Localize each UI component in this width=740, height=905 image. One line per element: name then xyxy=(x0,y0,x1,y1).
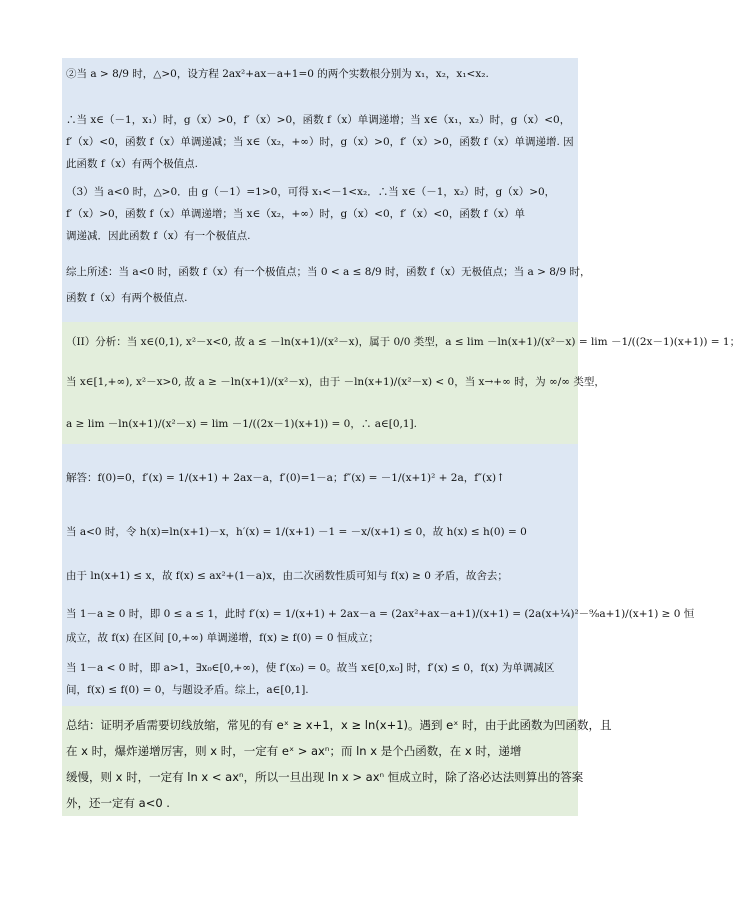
text-line: 当 1－a ≥ 0 时，即 0 ≤ a ≤ 1，此时 f′(x) = 1/(x+1) + 2ax－a = (2ax²+ax－a+1)/(x+1) = (2a(x+¼)²－⁹⁄₈a+1)/(x+1) ≥ 0 恒 xyxy=(66,608,695,620)
text-line: 解答：f(0)=0，f′(x) = 1/(x+1) + 2ax－a，f′(0)=1－a；f″(x) = －1/(x+1)² + 2a，f″(x)↑ xyxy=(66,472,505,484)
summary-line: 总结：证明矛盾需要切线放缩，常见的有 eˣ ≥ x+1，x ≥ ln(x+1)。遇到 eˣ 时，由于此函数为凹函数，且 xyxy=(66,718,612,732)
text-line: （3）当 a<0 时，△>0．由 g（－1）=1>0，可得 x₁<－1<x₂．∴当 x∈（－1，x₂）时，g（x）>0， xyxy=(66,186,556,198)
text-line: （II）分析：当 x∈(0,1), x²－x<0, 故 a ≤ －ln(x+1)/(x²－x)，属于 0/0 类型，a ≤ lim －ln(x+1)/(x²－x) = lim －1/((2x－1)(x+1)) = 1； xyxy=(66,336,740,348)
text-line: 成立，故 f(x) 在区间 [0,+∞) 单调递增，f(x) ≥ f(0) = 0 恒成立； xyxy=(66,632,379,644)
text-line: 间，f(x) ≤ f(0) = 0，与题设矛盾。综上，a∈[0,1]. xyxy=(66,684,309,696)
text-line: ∴当 x∈（－1，x₁）时，g（x）>0，f′（x）>0，函数 f（x）单调递增；当 x∈（x₁，x₂）时，g（x）<0， xyxy=(66,114,571,126)
text-line: f′（x）>0，函数 f（x）单调递增；当 x∈（x₂，+∞）时，g（x）<0，f′（x）<0，函数 f（x）单 xyxy=(66,208,525,220)
text-line: 综上所述：当 a<0 时，函数 f（x）有一个极值点；当 0 < a ≤ 8/9 时，函数 f（x）无极值点；当 a > 8/9 时， xyxy=(66,266,591,278)
text-line: 当 x∈[1,+∞), x²－x>0, 故 a ≥ －ln(x+1)/(x²－x)，由于 －ln(x+1)/(x²－x) < 0，当 x→+∞ 时，为 ∞/∞ 类型， xyxy=(66,376,605,388)
text-line: ②当 a > 8/9 时，△>0，设方程 2ax²+ax－a+1=0 的两个实数根分别为 x₁，x₂，x₁<x₂. xyxy=(66,68,489,80)
text-line: a ≥ lim －ln(x+1)/(x²－x) = lim －1/((2x－1)(x+1)) = 0，∴ a∈[0,1]. xyxy=(66,418,417,430)
text-line: 当 1－a < 0 时，即 a>1，∃x₀∈[0,+∞)，使 f′(x₀) = 0。故当 x∈[0,x₀] 时，f′(x) ≤ 0，f(x) 为单调减区 xyxy=(66,662,555,674)
text-line: 当 a<0 时，令 h(x)=ln(x+1)－x，h′(x) = 1/(x+1) －1 = －x/(x+1) ≤ 0，故 h(x) ≤ h(0) = 0 xyxy=(66,526,527,538)
summary-line: 缓慢，则 x 时，一定有 ln x < axⁿ，所以一旦出现 ln x > axⁿ 恒成立时，除了洛必达法则算出的答案 xyxy=(66,770,584,784)
text-line: 由于 ln(x+1) ≤ x，故 f(x) ≤ ax²+(1－a)x，由二次函数性质可知与 f(x) ≥ 0 矛盾，故舍去； xyxy=(66,570,508,582)
text-line: 调递减．因此函数 f（x）有一个极值点. xyxy=(66,230,251,242)
text-line: 函数 f（x）有两个极值点. xyxy=(66,292,188,304)
summary-line: 在 x 时，爆炸递增厉害，则 x 时，一定有 eˣ > axⁿ；而 ln x 是个凸函数，在 x 时，递增 xyxy=(66,744,522,758)
summary-line: 外，还一定有 a<0 . xyxy=(66,796,170,810)
text-line: f′（x）<0，函数 f（x）单调递减；当 x∈（x₂，+∞）时，g（x）>0，f′（x）>0，函数 f（x）单调递增. 因 xyxy=(66,136,574,148)
text-line: 此函数 f（x）有两个极值点. xyxy=(66,158,198,170)
